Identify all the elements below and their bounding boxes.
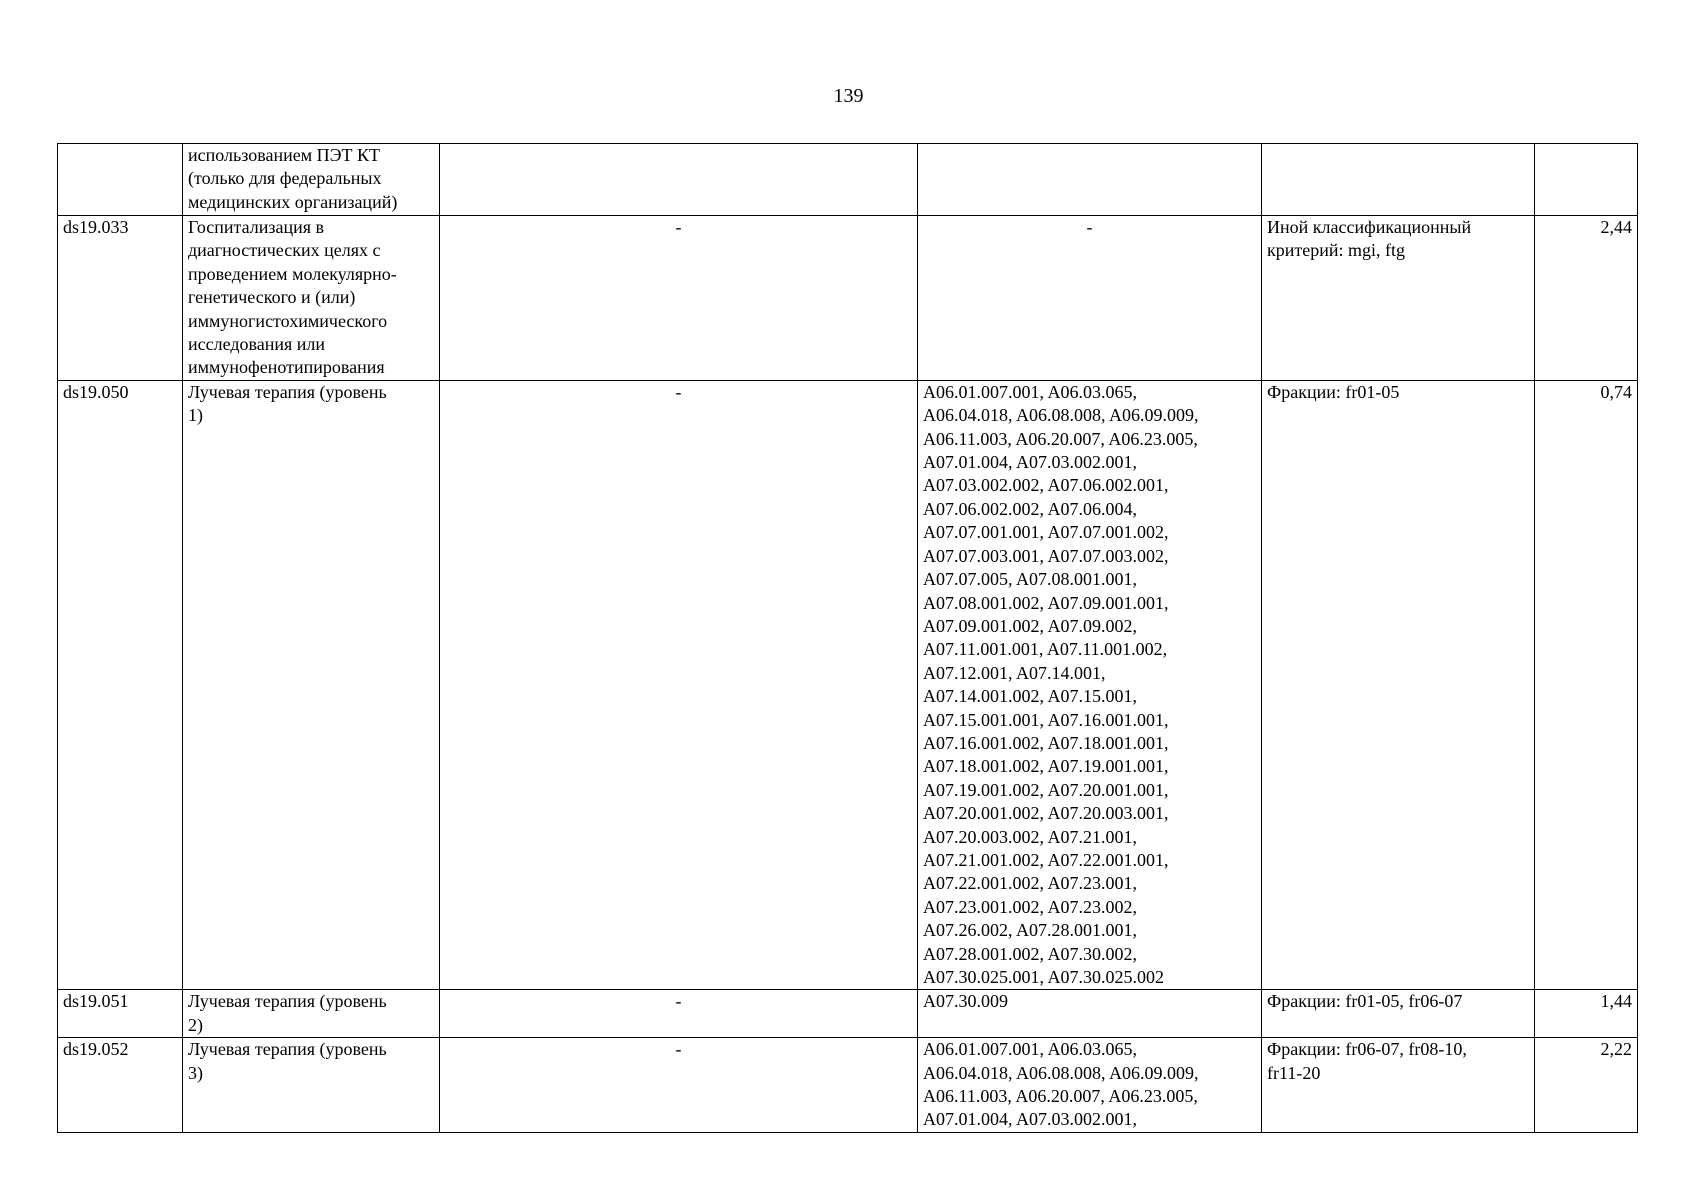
coefficient-cell: 2,22 [1535,1038,1638,1133]
services-cell: A07.30.009 [918,990,1262,1038]
name-cell: Лучевая терапия (уровень 1) [183,380,440,990]
name-cell: использованием ПЭТ КТ (только для федеральных медицинских организаций) [183,144,440,216]
name-cell: Лучевая терапия (уровень 2) [183,990,440,1038]
tariff-table [57,143,1638,1133]
name-cell: Госпитализация в диагностических целях с проведением молекулярно- генетического и (или) иммуногистохимического исследования или иммунофенотипирования [183,216,440,381]
table-row [58,216,1638,381]
code-cell [58,144,183,216]
criteria-cell [1262,144,1535,216]
services-cell: A06.01.007.001, A06.03.065, A06.04.018, A06.08.008, A06.09.009, A06.11.003, A06.20.007, A06.23.005, A07.01.004, A07.03.002.001, A07.03.002.002, A07.06.002.001, A07.06.002.002, A07.06.004, A07.07.001.001, A07.07.001.002, A07.07.003.001, A07.07.003.002, A07.07.005, A07.08.001.001, A07.08.001.002, A07.09.001.001, A07.09.001.002, A07.09.002, A07.11.001.001, A07.11.001.002, A07.12.001, A07.14.001, A07.14.001.002, A07.15.001, A07.15.001.001, A07.16.001.001, A07.16.001.002, A07.18.001.001, A07.18.001.002, A07.19.001.001, A07.19.001.002, A07.20.001.001, A07.20.001.002, A07.20.003.001, A07.20.003.002, A07.21.001, A07.21.001.002, A07.22.001.001, A07.22.001.002, A07.23.001, A07.23.001.002, A07.23.002, A07.26.002, A07.28.001.001, A07.28.001.002, A07.30.002, A07.30.025.001, A07.30.025.002 [918,380,1262,990]
code-cell: ds19.052 [58,1038,183,1133]
table-row [58,380,1638,990]
diagnosis-cell [440,144,918,216]
criteria-cell: Фракции: fr06-07, fr08-10, fr11-20 [1262,1038,1535,1133]
name-cell: Лучевая терапия (уровень 3) [183,1038,440,1133]
code-cell: ds19.051 [58,990,183,1038]
table-row [58,990,1638,1038]
criteria-cell: Фракции: fr01-05 [1262,380,1535,990]
coefficient-cell: 0,74 [1535,380,1638,990]
coefficient-cell [1535,144,1638,216]
coefficient-cell: 2,44 [1535,216,1638,381]
services-cell: A06.01.007.001, A06.03.065, A06.04.018, A06.08.008, A06.09.009, A06.11.003, A06.20.007, A06.23.005, A07.01.004, A07.03.002.001, [918,1038,1262,1133]
page-number: 139 [833,85,864,107]
diagnosis-cell: - [440,216,918,381]
table-row [58,1038,1638,1133]
services-cell: - [918,216,1262,381]
services-cell [918,144,1262,216]
diagnosis-cell: - [440,1038,918,1133]
criteria-cell: Фракции: fr01-05, fr06-07 [1262,990,1535,1038]
diagnosis-cell: - [440,380,918,990]
code-cell: ds19.050 [58,380,183,990]
coefficient-cell: 1,44 [1535,990,1638,1038]
criteria-cell: Иной классификационный критерий: mgi, ftg [1262,216,1535,381]
table-row [58,144,1638,216]
code-cell: ds19.033 [58,216,183,381]
diagnosis-cell: - [440,990,918,1038]
